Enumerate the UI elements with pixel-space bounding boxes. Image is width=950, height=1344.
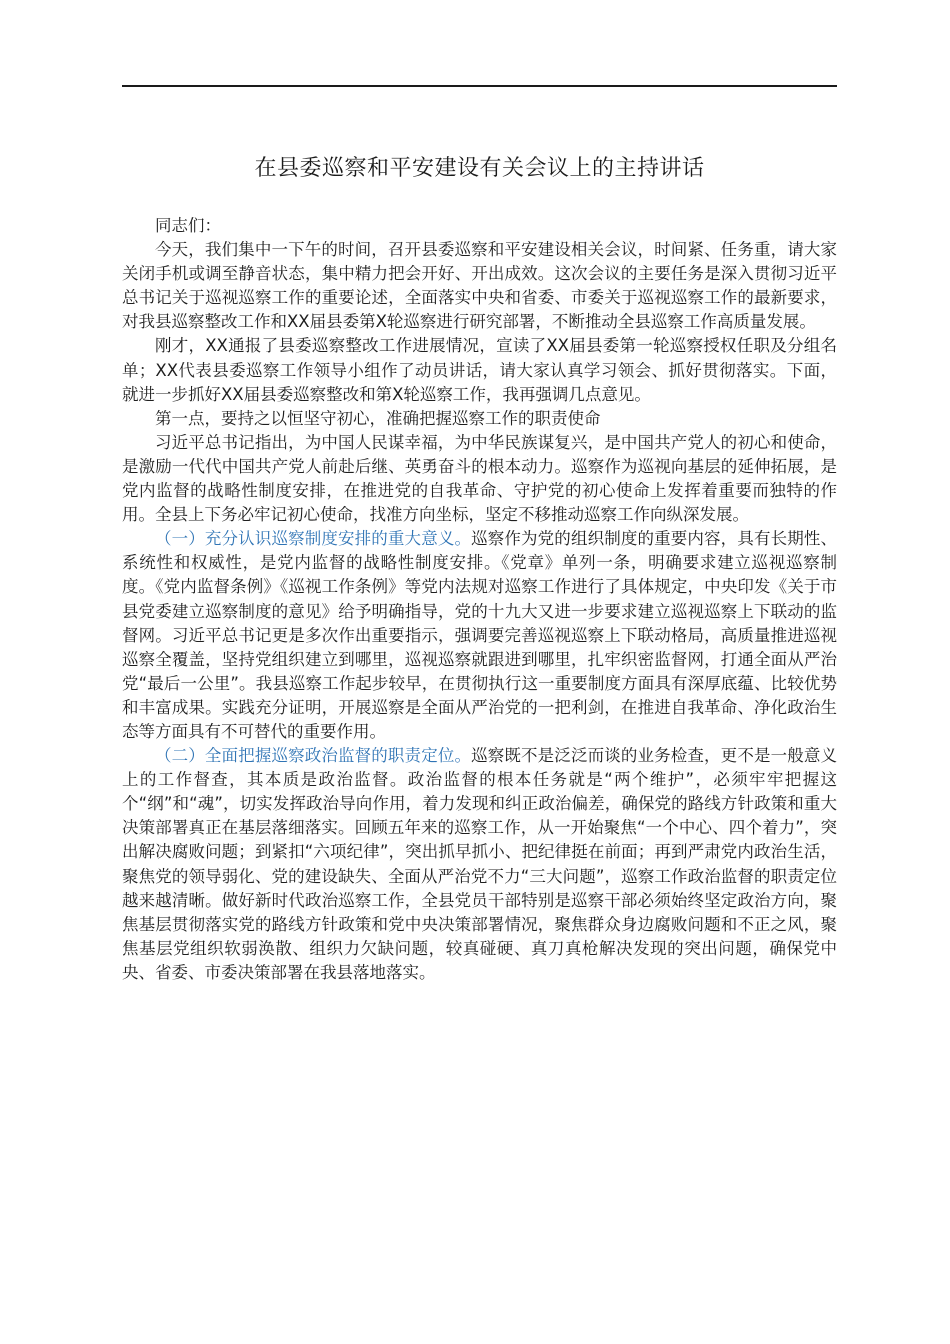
paragraph-1: 今天，我们集中一下午的时间，召开县委巡察和平安建设相关会议，时间紧、任务重，请大家关闭手机或调至静音状态，集中精力把会开好、开出成效。这次会议的主要任务是深入贯彻习近平总书记关于巡视巡察工作的重要论述，全面落实中央和省委、市委关于巡视巡察工作的最新要求，对我县巡察整改工作和XX届县委第X轮巡察进行研究部署，不断推动全县巡察工作高质量发展。 [122,240,837,332]
paragraph-5 [122,744,837,985]
paragraph-4-text: 巡察作为党的组织制度的重要内容，具有长期性、系统性和权威性，是党内监督的战略性制度安排。《党章》单列一条，明确要求建立巡视巡察制度。《党内监督条例》《巡视工作条例》等党内法规对巡察工作进行了具体规定，中央印发《关于市县党委建立巡察制度的意见》给予明确指导，党的十九大又进一步要求建立巡视巡察上下联动的监督网。习近平总书记更是多次作出重要指示，强调要完善巡视巡察上下联动格局，高质量推进巡视巡察全覆盖，坚持党组织建立到哪里，巡视巡察就跟进到哪里，扎牢织密监督网，打通全面从严治党“最后一公里”。我县巡察工作起步较早，在贯彻执行这一重要制度方面具有深厚底蕴、比较优势和丰富成果。实践充分证明，开展巡察是全面从严治党的一把利剑，在推进自我革命、净化政治生态等方面具有不可替代的重要作用。 [122,529,838,741]
paragraph-3: 习近平总书记指出，为中国人民谋幸福，为中华民族谋复兴，是中国共产党人的初心和使命，是激励一代代中国共产党人前赴后继、英勇奋斗的根本动力。巡察作为巡视向基层的延伸拓展，是党内监督的战略性制度安排，在推进党的自我革命、守护党的初心使命上发挥着重要而独特的作用。全县上下务必牢记初心使命，找准方向坐标，坚定不移推动巡察工作向纵深发展。 [122,432,837,525]
document-title: 在县委巡察和平安建设有关会议上的主持讲话 [254,156,705,181]
paragraph-4 [122,527,837,744]
paragraph-5-text: 巡察既不是泛泛而谈的业务检查，更不是一般意义上的工作督查，其本质是政治监督。政治监督的根本任务就是“两个维护”，必须牢牢把握这个“纲”和“魂”，切实发挥政治导向作用，着力发现和纠正政治偏差，确保党的路线方针政策和重大决策部署真正在基层落细落实。回顾五年来的巡察工作，从一开始聚焦“一个中心、四个着力”，突出解决腐败问题；到紧扣“六项纪律”，突出抓早抓小、把纪律挺在前面；再到严肃党内政治生活，聚焦党的领导弱化、党的建设缺失、全面从严治党不力“三大问题”，巡察工作政治监督的职责定位越来越清晰。做好新时代政治巡察工作，全县党员干部特别是巡察干部必须始终坚定政治方向，聚焦基层贯彻落实党的路线方针政策和党中央决策部署情况，聚焦群众身边腐败问题和不正之风，聚焦基层党组织软弱涣散、组织力欠缺问题，较真碰硬、真刀真枪解决发现的突出问题，确保党中央、省委、市委决策部署在我县落地落实。 [122,746,838,982]
document-body [122,214,837,985]
section-heading-1: 第一点，要持之以恒坚守初心，准确把握巡察工作的职责使命 [155,408,601,428]
paragraph-2: 刚才，XX通报了县委巡察整改工作进展情况，宣读了XX届县委第一轮巡察授权任职及分组名单；XX代表县委巡察工作领导小组作了动员讲话，请大家认真学习领会、抓好贯彻落实。下面，就进一步抓好XX届县委巡察整改和第X轮巡察工作，我再强调几点意见。 [122,336,837,404]
subheading-2: （二）全面把握巡察政治监督的职责定位。 [155,746,472,766]
subheading-1: （一）充分认识巡察制度安排的重大意义。 [155,529,472,549]
header-rule [122,85,837,87]
salutation: 同志们： [155,216,221,235]
